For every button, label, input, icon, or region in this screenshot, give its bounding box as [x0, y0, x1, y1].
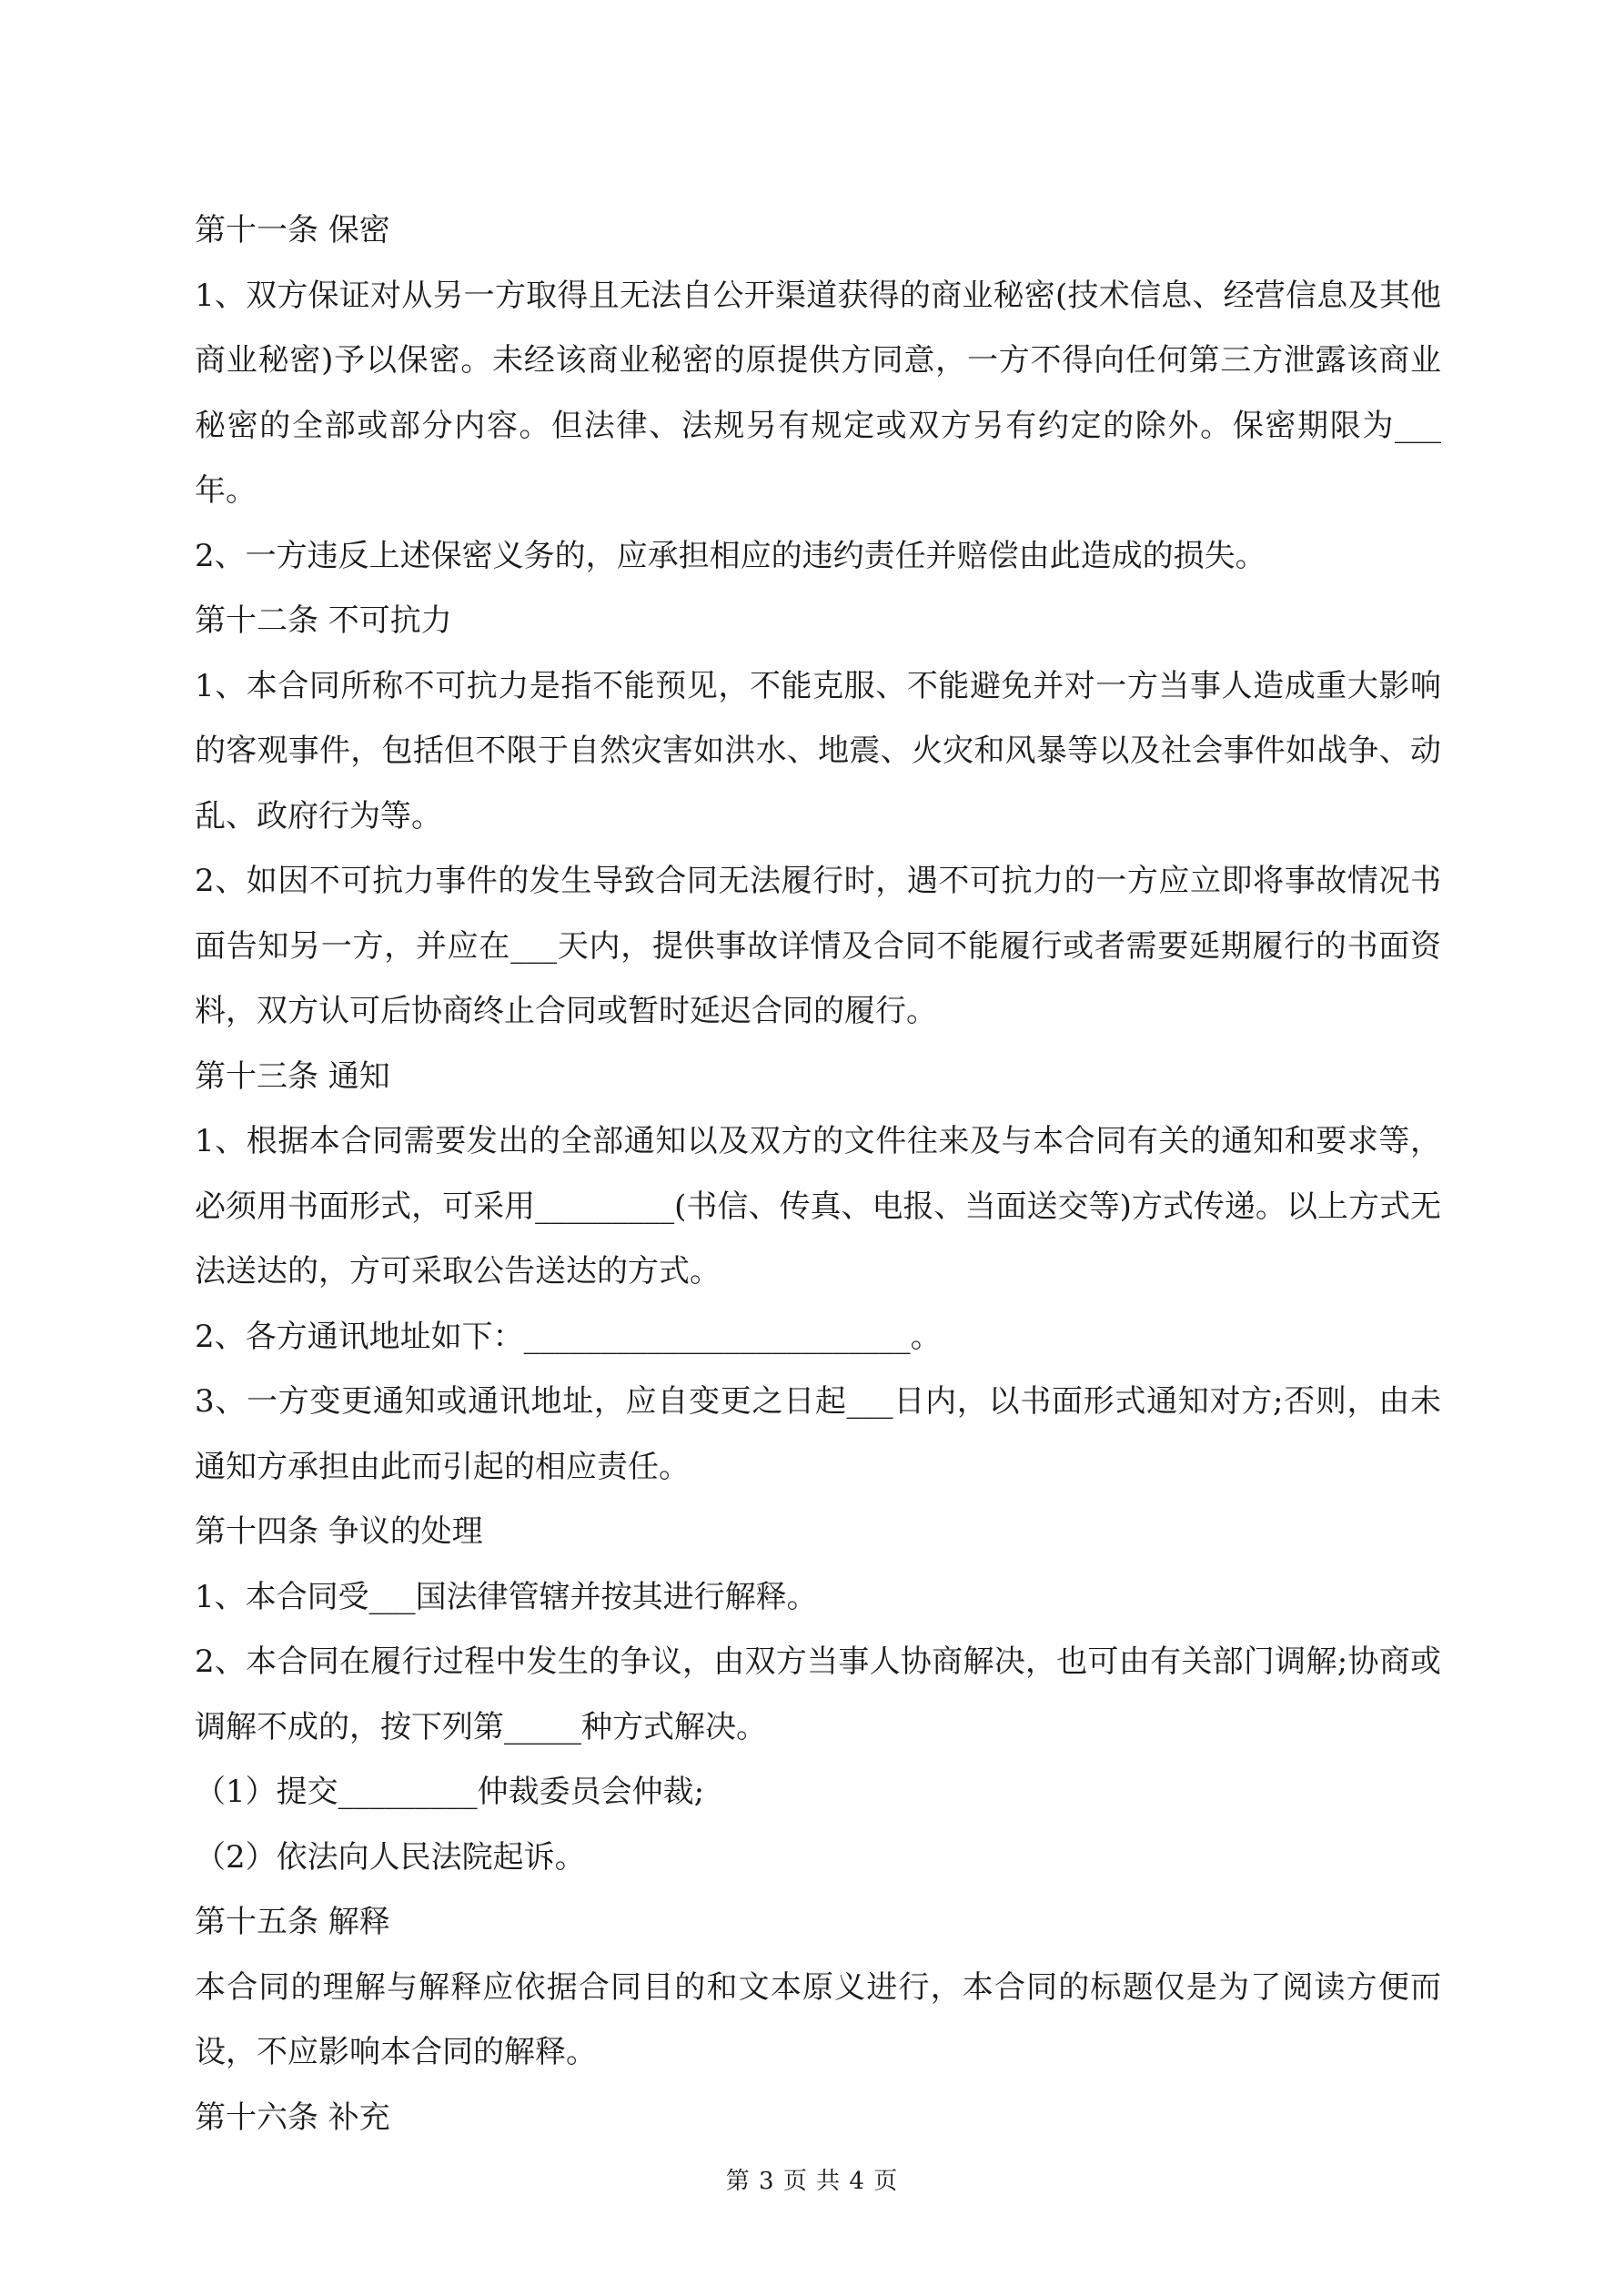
- paragraph: 1、根据本合同需要发出的全部通知以及双方的文件往来及与本合同有关的通知和要求等，必须用书面形式，可采用_________(书信、传真、电报、当面送交等)方式传递。以上方式无法送达的，方可采取公告送达的方式。: [195, 1123, 1441, 1290]
- section-heading-confidentiality: 第十一条 保密: [195, 212, 390, 248]
- page-number: 第 3 页 共 4 页: [725, 2168, 899, 2195]
- paragraph: 2、本合同在履行过程中发生的争议，由双方当事人协商解决，也可由有关部门调解;协商或调解不成的，按下列第_____种方式解决。: [195, 1644, 1441, 1745]
- paragraph: 2、一方违反上述保密义务的，应承担相应的违约责任并赔偿由此造成的损失。: [195, 537, 1266, 574]
- paragraph: 1、双方保证对从另一方取得且无法自公开渠道获得的商业秘密(技术信息、经营信息及其他商业秘密)予以保密。未经该商业秘密的原提供方同意，一方不得向任何第三方泄露该商业秘密的全部或部分内容。但法律、法规另有规定或双方另有约定的除外。保密期限为___年。: [195, 277, 1441, 509]
- section-heading-notice: 第十三条 通知: [195, 1057, 390, 1095]
- paragraph: 本合同的理解与解释应依据合同目的和文本原义进行，本合同的标题仅是为了阅读方便而设，不应影响本合同的解释。: [195, 1968, 1441, 2070]
- section-heading-interpretation: 第十五条 解释: [195, 1904, 390, 1940]
- paragraph: 1、本合同受___国法律管辖并按其进行解释。: [195, 1578, 818, 1615]
- paragraph: （2）依法向人民法院起诉。: [195, 1838, 586, 1876]
- paragraph: （1）提交_________仲裁委员会仲裁;: [195, 1774, 705, 1810]
- document-body: [195, 198, 1441, 2150]
- section-heading-force-majeure: 第十二条 不可抗力: [195, 602, 452, 639]
- section-heading-dispute: 第十四条 争议的处理: [195, 1513, 483, 1550]
- paragraph: 2、如因不可抗力事件的发生导致合同无法履行时，遇不可抗力的一方应立即将事故情况书面告知另一方，并应在___天内，提供事故详情及合同不能履行或者需要延期履行的书面资料，双方认可后协商终止合同或暂时延迟合同的履行。: [195, 863, 1441, 1029]
- paragraph: 1、本合同所称不可抗力是指不能预见，不能克服、不能避免并对一方当事人造成重大影响的客观事件，包括但不限于自然灾害如洪水、地震、火灾和风暴等以及社会事件如战争、动乱、政府行为等。: [195, 667, 1441, 834]
- section-heading-supplement: 第十六条 补充: [195, 2099, 390, 2136]
- paragraph: 2、各方通讯地址如下：_________________________。: [195, 1318, 942, 1355]
- paragraph: 3、一方变更通知或通讯地址，应自变更之日起___日内，以书面形式通知对方;否则，由未通知方承担由此而引起的相应责任。: [195, 1383, 1441, 1485]
